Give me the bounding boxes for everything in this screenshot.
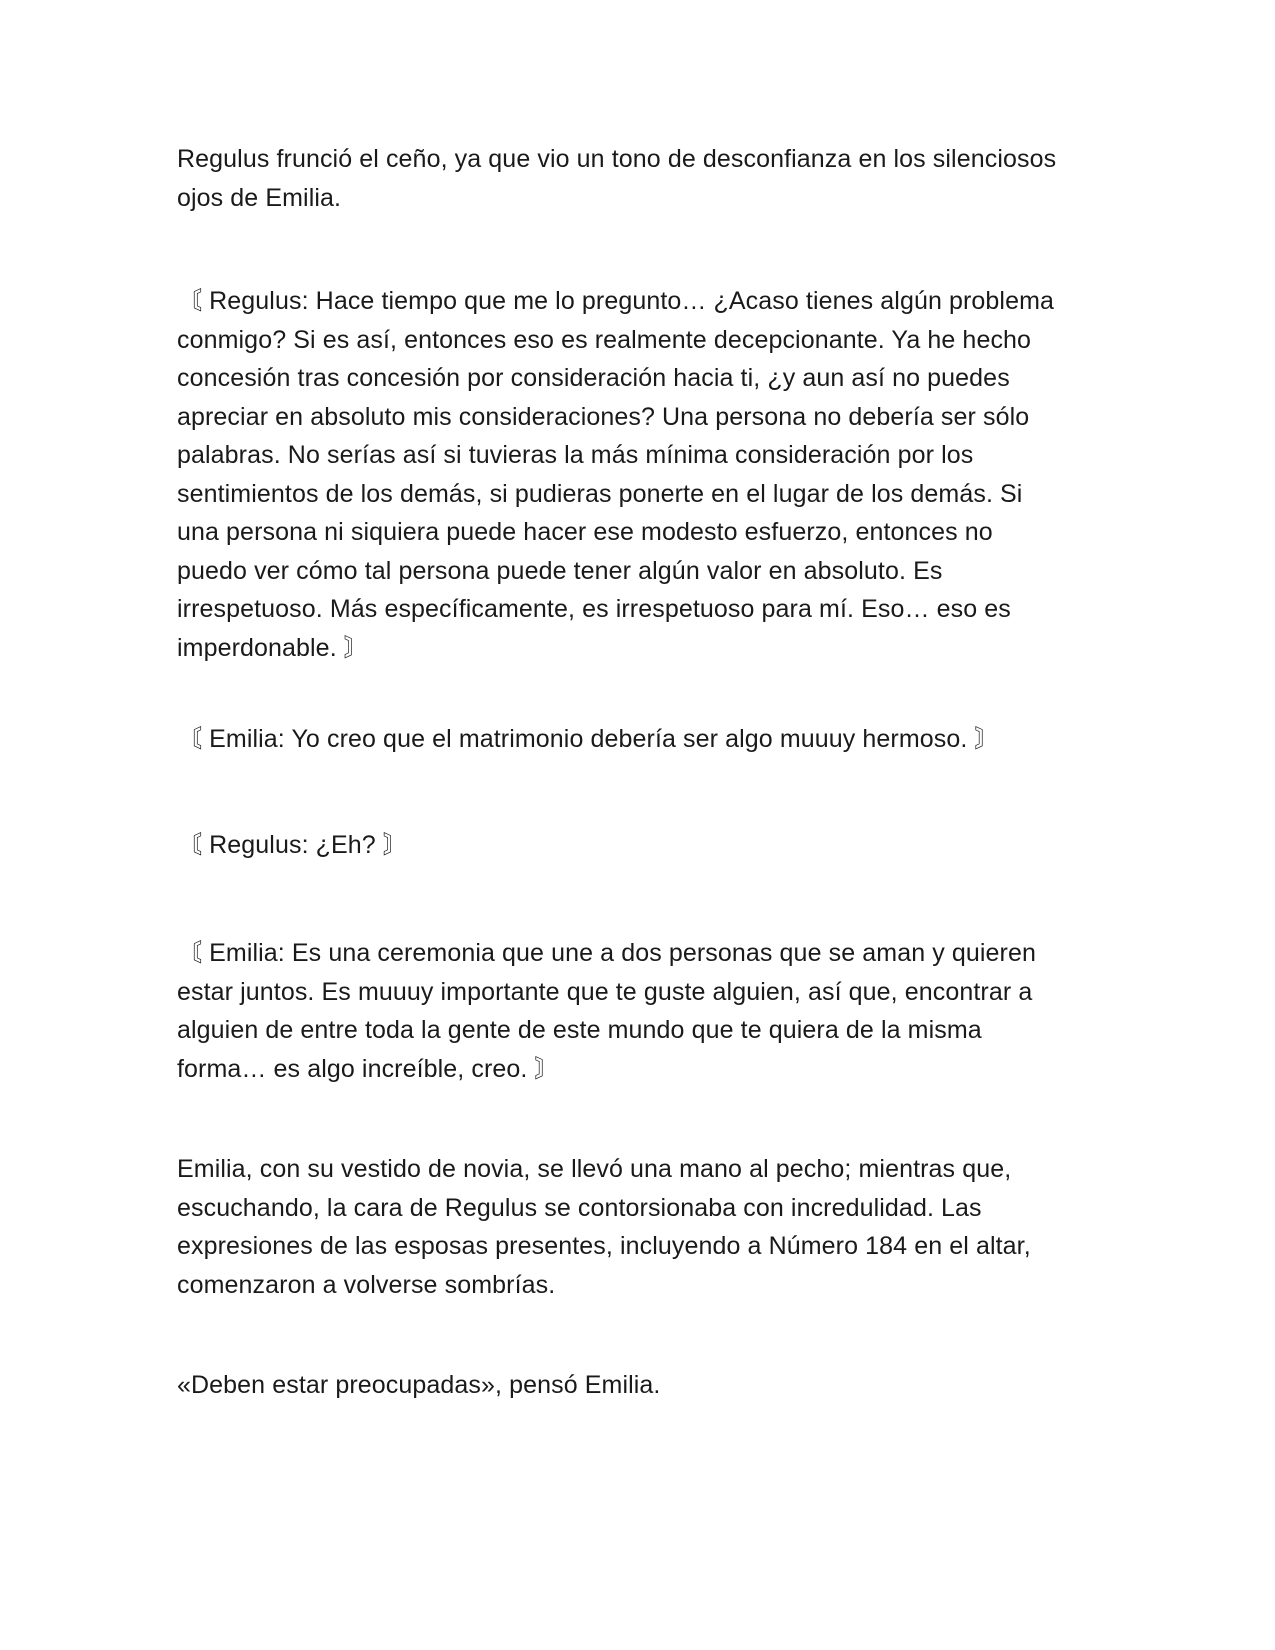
paragraph-narration-1: Regulus frunció el ceño, ya que vio un tono de desconfianza en los silenciosos ojos de Emilia. xyxy=(177,145,1057,212)
paragraph-emilia-speech-1: 〘 Emilia: Yo creo que el matrimonio debería ser algo muuuy hermoso. 〙 xyxy=(177,725,1000,753)
paragraph-emilia-speech-2: 〘 Emilia: Es una ceremonia que une a dos personas que se aman y quieren estar juntos. Es muuuy importante que te guste alguien, así que, encontrar a alguien de entre toda la gente de este mundo que te quiera de la misma forma… es algo increíble, creo. 〙 xyxy=(177,939,1036,1083)
paragraph-emilia-thought: «Deben estar preocupadas», pensó Emilia. xyxy=(177,1371,661,1399)
paragraph-regulus-eh: 〘 Regulus: ¿Eh? 〙 xyxy=(177,831,408,859)
paragraph-regulus-speech: 〘 Regulus: Hace tiempo que me lo pregunto… ¿Acaso tienes algún problema conmigo? Si es así, entonces eso es realmente decepcionante. Ya he hecho concesión tras concesión por consideración hacia ti, ¿y aun así no puedes apreciar en absoluto mis consideraciones? Una persona no debería ser sólo palabras. No serías así si tuvieras la más mínima consideración por los sentimientos de los demás, si pudieras ponerte en el lugar de los demás. Si una persona ni siquiera puede hacer ese modesto esfuerzo, entonces no puedo ver cómo tal persona puede tener algún valor en absoluto. Es irrespetuoso. Más específicamente, es irrespetuoso para mí. Eso… eso es imperdonable. 〙 xyxy=(177,287,1055,662)
paragraph-narration-2: Emilia, con su vestido de novia, se llevó una mano al pecho; mientras que, escuchando, la cara de Regulus se contorsionaba con incredulidad. Las expresiones de las esposas presentes, incluyendo a Número 184 en el altar, comenzaron a volverse sombrías. xyxy=(177,1155,1031,1299)
